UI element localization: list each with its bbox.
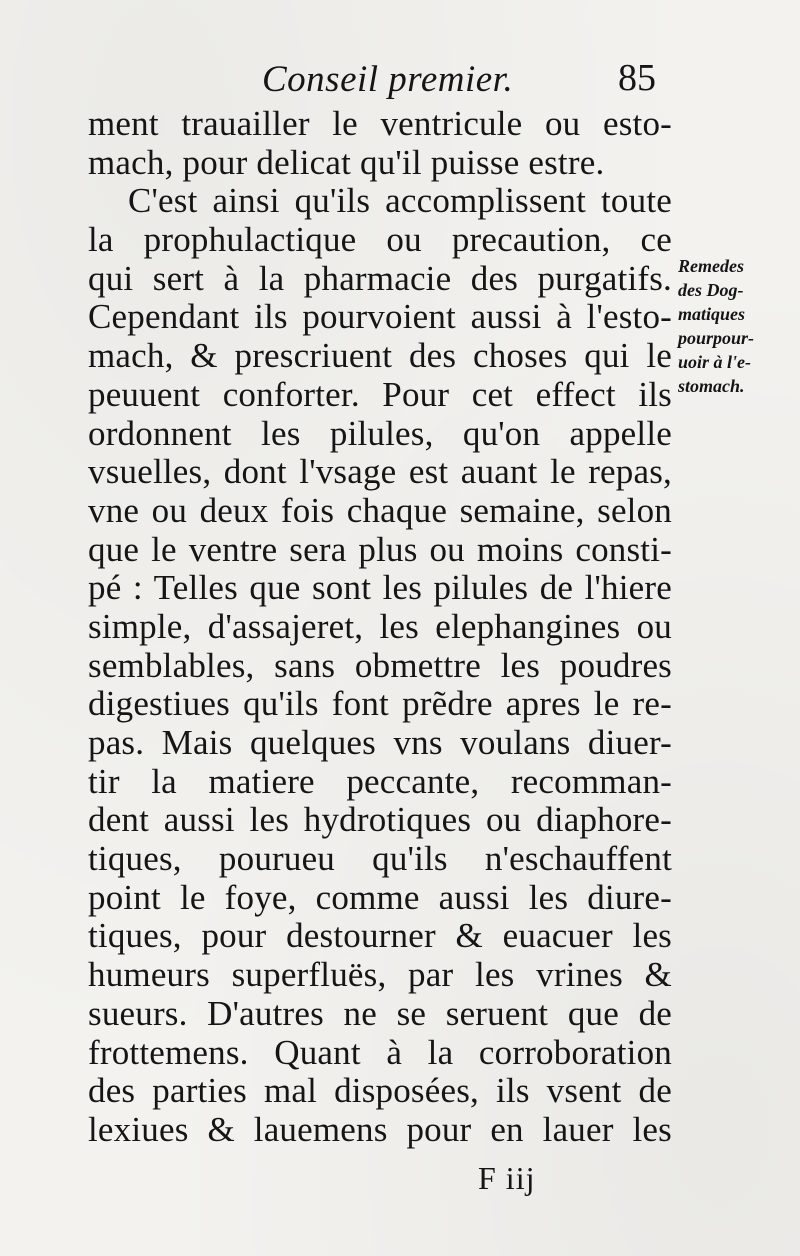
text-line: que le ventre sera plus ou moins consti- xyxy=(88,529,672,569)
text-line: tiques, pourueu qu'ils n'eschauffent xyxy=(88,839,672,879)
text-line: la prophulactique ou precaution, ce xyxy=(88,220,672,260)
marginal-note-line: Remedes xyxy=(678,256,744,276)
running-title: Conseil premier. xyxy=(262,59,514,100)
text-line: C'est ainsi qu'ils accomplissent toute xyxy=(128,181,672,221)
text-line: mach, pour delicat qu'il puisse estre. xyxy=(88,142,605,182)
running-head xyxy=(262,52,682,102)
text-line: ordonnent les pilules, qu'on appelle xyxy=(88,413,672,453)
marginal-note-line: stomach. xyxy=(678,376,745,396)
page-number: 85 xyxy=(618,57,656,99)
text-line: humeurs superfluës, par les vrines & xyxy=(88,955,672,995)
marginal-note xyxy=(678,254,796,398)
text-line: dent aussi les hydrotiques ou diaphore- xyxy=(88,800,672,840)
text-line: peuuent conforter. Pour cet effect ils xyxy=(88,374,672,414)
text-line: tiques, pour destourner & euacuer les xyxy=(88,916,672,956)
text-line: des parties mal disposées, ils vsent de xyxy=(88,1071,672,1111)
text-line: tir la matiere peccante, recomman- xyxy=(88,761,672,801)
marginal-note-line: des Dog- xyxy=(678,280,744,300)
text-line: semblables, sans obmettre les poudres xyxy=(88,645,672,685)
text-line: vsuelles, dont l'vsage est auant le repas, xyxy=(88,452,672,492)
text-line: mach, & prescriuent des choses qui le xyxy=(88,336,672,376)
text-line: simple, d'assajeret, les elephangines ou xyxy=(88,606,672,646)
marginal-note-line: uoir à l'e- xyxy=(678,352,752,372)
text-line: sueurs. D'autres ne se seruent que de xyxy=(88,993,672,1033)
marginal-note-line: pourpour- xyxy=(678,328,755,348)
text-line: ment trauailler le ventricule ou esto- xyxy=(88,104,672,143)
body-text xyxy=(88,105,672,1150)
text-line: qui sert à la pharmacie des purgatifs. xyxy=(88,258,672,298)
text-line: lexiues & lauemens pour en lauer les xyxy=(88,1109,672,1149)
text-line: pas. Mais quelques vns voulans diuer- xyxy=(88,723,672,762)
text-line: Cependant ils pourvoient aussi à l'esto- xyxy=(88,297,672,337)
marginal-note-line: matiques xyxy=(678,304,746,324)
text-line: frottemens. Quant à la corroboration xyxy=(88,1032,672,1072)
text-line: vne ou deux fois chaque semaine, selon xyxy=(88,490,672,530)
text-line: pé : Telles que sont les pilules de l'hiere xyxy=(88,568,672,608)
text-line: digestiues qu'ils font prẽdre apres le re- xyxy=(88,684,672,724)
signature-mark: F iij xyxy=(478,1160,536,1196)
text-line: point le foye, comme aussi les diure- xyxy=(88,877,672,917)
